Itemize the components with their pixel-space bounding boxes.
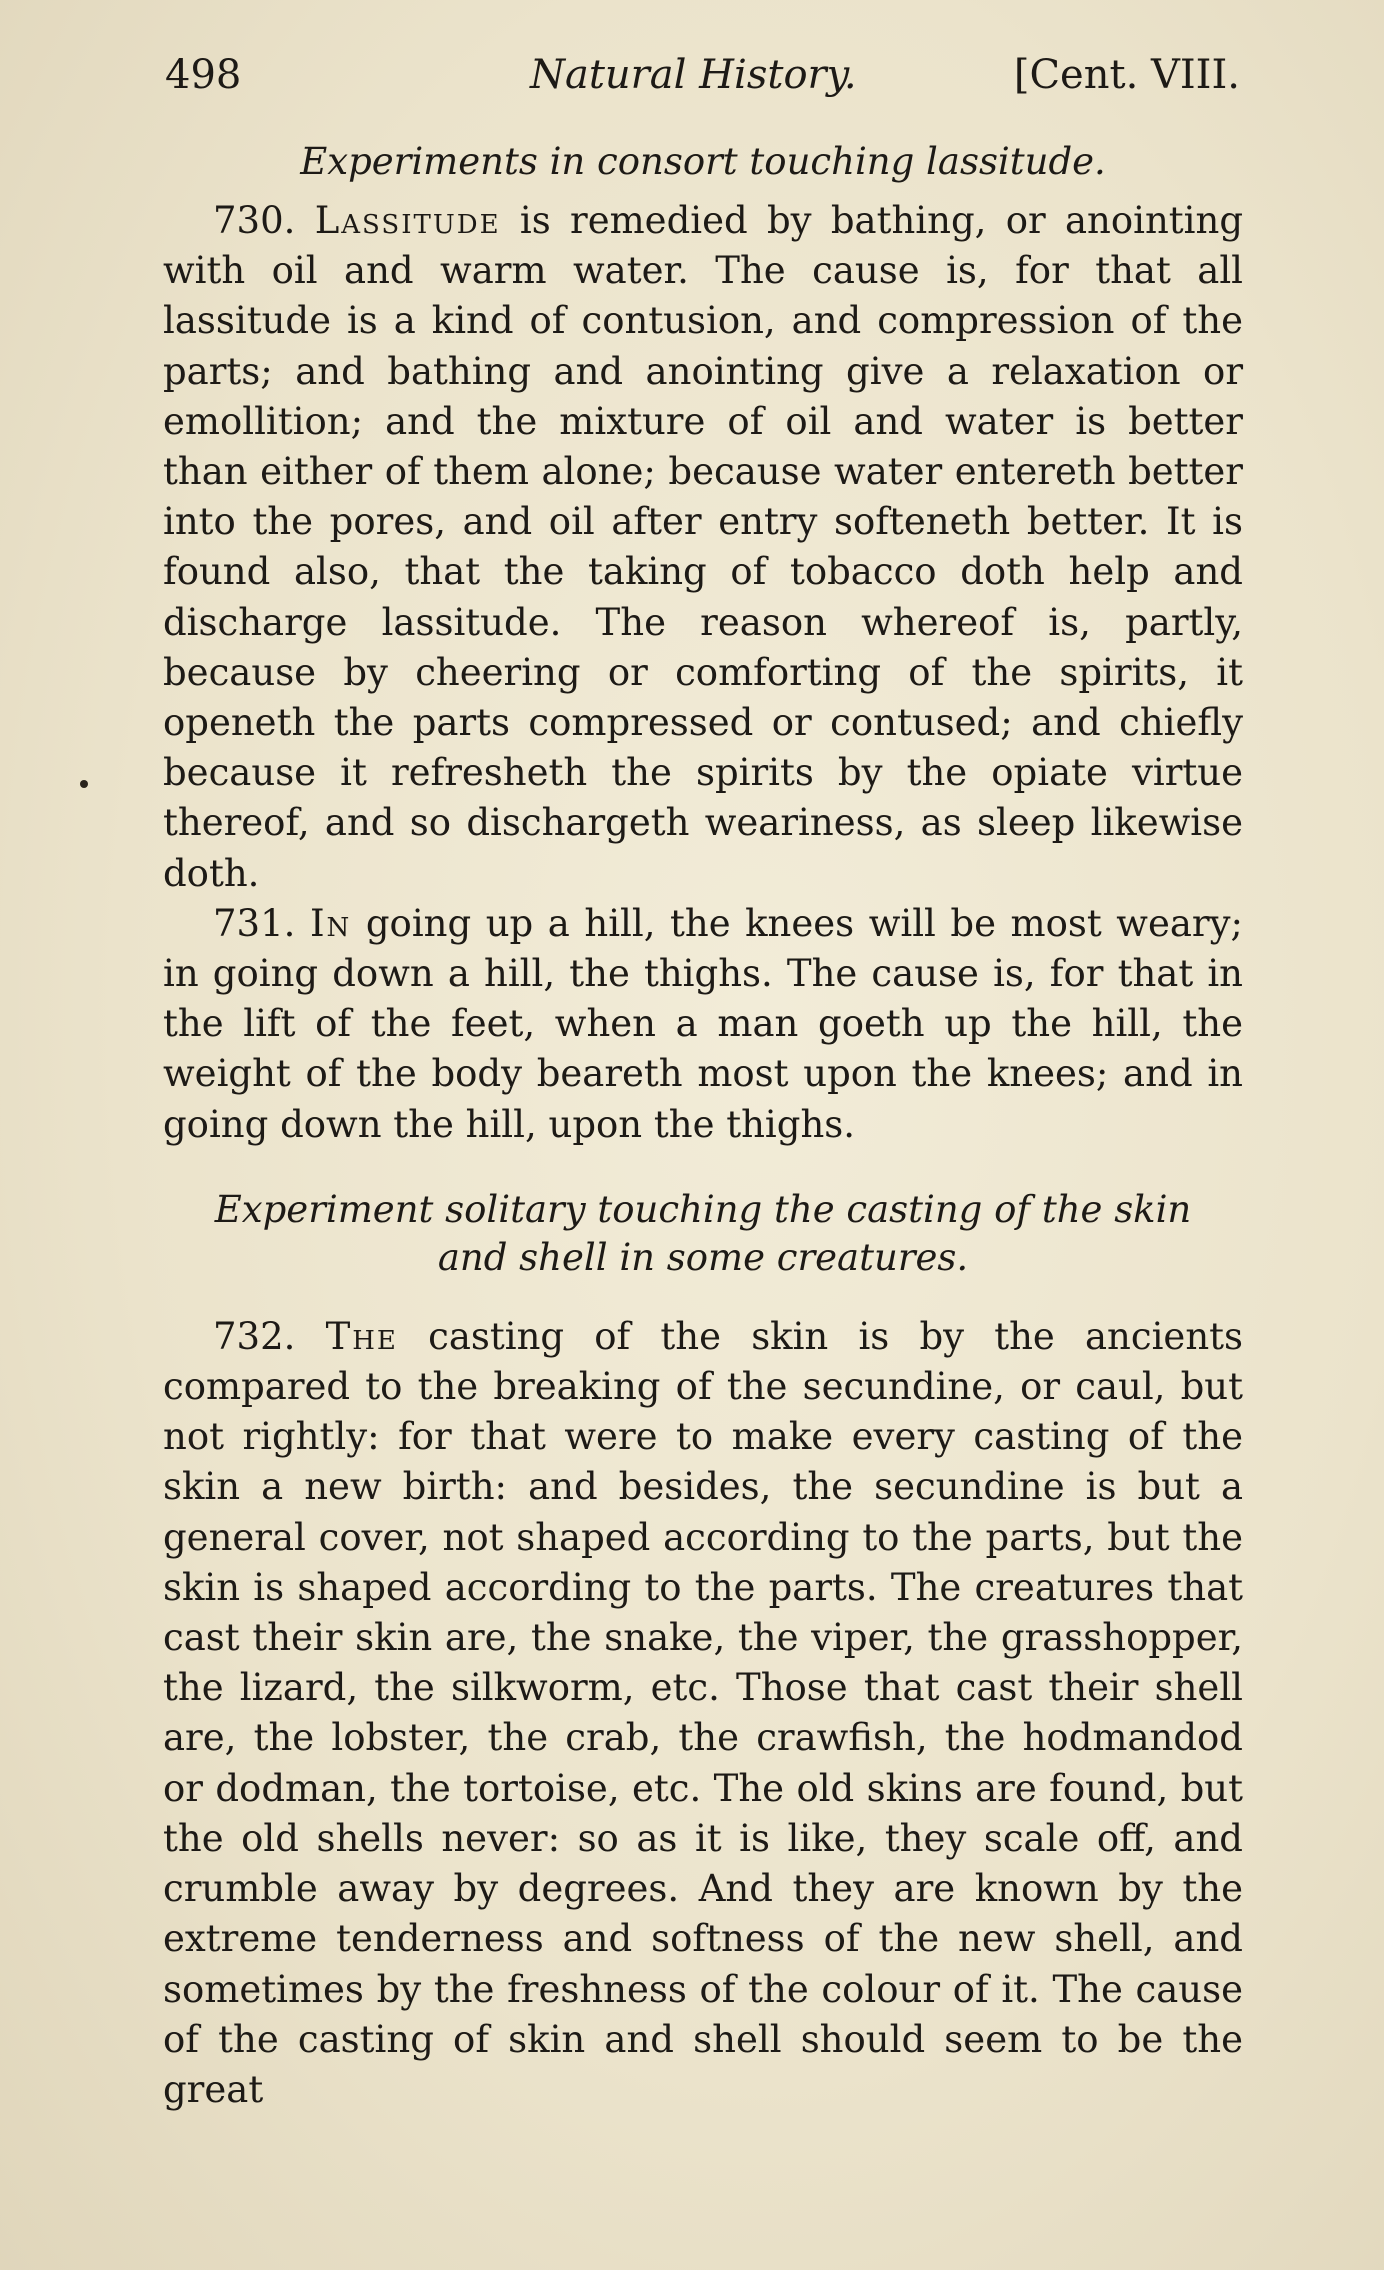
running-title: Natural History. xyxy=(530,52,857,98)
section-heading-casting xyxy=(163,1186,1243,1282)
paragraph-text: casting of the skin is by the ancients compared to the breaking of the secundine, or caul, but not rightly: for that were to make every casting of the skin a new birth: and besides, the secundine is but a general cover, not shaped according to the parts, but the skin is shaped according to the parts. The creatures that cast their skin are, the snake, the viper, the grasshopper, the lizard, the silkworm, etc. Those that cast their shell are, the lobster, the crab, the crawfish, the hodmandod or dodman, the tortoise, etc. The old skins are found, but the old shells never: so as it is like, they scale off, and crumble away by degrees. And they are known by the extreme tenderness and softness of the new shell, and sometimes by the freshness of the colour of it. The cause of the casting of skin and shell should seem to be the great xyxy=(163,1314,1244,2111)
heading-line-1: Experiment solitary touching the casting of the skin xyxy=(214,1187,1192,1231)
lead-word: In xyxy=(309,901,352,945)
paragraph-number: 730. xyxy=(213,199,296,242)
paragraph-number: 731. xyxy=(213,901,296,945)
section-heading-lassitude: Experiments in consort touching lassitude. xyxy=(300,140,1106,183)
paragraph-731 xyxy=(163,899,1243,1150)
paragraph-730 xyxy=(163,196,1243,899)
heading-line-2: and shell in some creatures. xyxy=(437,1235,969,1279)
margin-dot xyxy=(80,780,88,788)
century-label: [Cent. VIII. xyxy=(1013,52,1240,98)
running-head xyxy=(165,40,1240,110)
paragraph-732 xyxy=(163,1312,1243,2115)
body-text xyxy=(163,138,1243,2115)
lead-word: Lassitude xyxy=(314,199,501,242)
lead-word: The xyxy=(325,1314,398,1358)
paragraph-text: is remedied by bathing, or anointing with oil and warm water. The cause is, for that all lassitude is a kind of contusion, and compression of the parts; and bathing and anointing give a relaxation or emollition; and the mixture of oil and water is better than either of them alone; because water entereth better into the pores, and oil after entry softeneth better. It is found also, that the taking of tobacco doth help and discharge lassitude. The reason whereof is, partly, because by cheering or comforting of the spirits, it openeth the parts compressed or contused; and chiefly because it refresheth the spirits by the opiate virtue thereof, and so dischargeth weariness, as sleep likewise doth. xyxy=(163,199,1244,895)
paragraph-text: going up a hill, the knees will be most weary; in going down a hill, the thighs. The cause is, for that in the lift of the feet, when a man goeth up the hill, the weight of the body beareth most upon the knees; and in going down the hill, upon the thighs. xyxy=(163,901,1243,1146)
paragraph-number: 732. xyxy=(213,1314,296,1358)
page-number: 498 xyxy=(165,52,242,98)
